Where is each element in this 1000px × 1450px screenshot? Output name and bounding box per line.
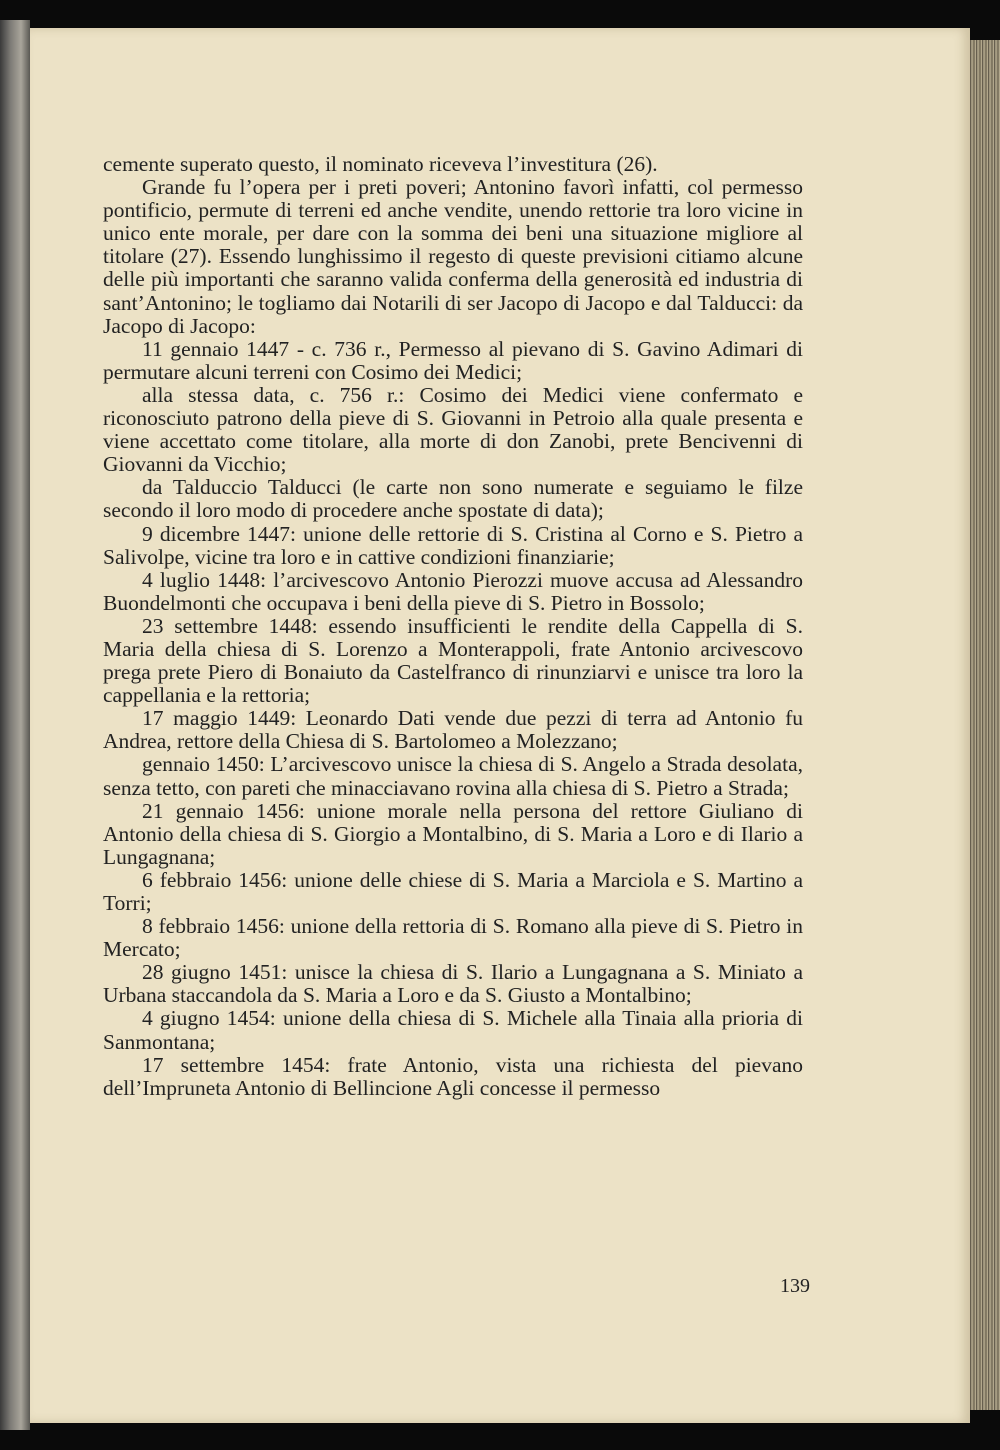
body-text: [103, 153, 803, 1100]
paragraph: 4 luglio 1448: l’arcivescovo Antonio Pierozzi muove accusa ad Alessandro Buondelmonti che occupava i beni della pieve di S. Pietro in Bossolo;: [103, 567, 803, 615]
paragraph: 28 giugno 1451: unisce la chiesa di S. Ilario a Lungagnana a S. Miniato a Urbana staccandola da S. Maria a Loro e da S. Giusto a Montalbino;: [103, 960, 803, 1008]
paragraph: 23 settembre 1448: essendo insufficienti le rendite della Cappella di S. Maria della chiesa di S. Lorenzo a Monterappoli, frate Antonio arcivescovo prega prete Piero di Bonaiuto da Castelfranco di rinunziarvi e unisce tra loro la cappellania e la rettoria;: [103, 613, 803, 708]
book-page-stack-edge: [968, 40, 1000, 1410]
paragraph: 9 dicembre 1447: unione delle rettorie di S. Cristina al Corno e S. Pietro a Salivolpe, vicine tra loro e in cattive condizioni finanziarie;: [103, 521, 803, 569]
paragraph: cemente superato questo, il nominato riceveva l’investitura (26).: [103, 152, 658, 176]
book-spine-left-edge: [0, 20, 30, 1430]
paragraph: alla stessa data, c. 756 r.: Cosimo dei Medici viene confermato e riconosciuto patrono della pieve di S. Giovanni in Petroio alla quale presenta e viene accettato come titolare, alla morte di don Zanobi, prete Bencivenni di Giovanni da Vicchio;: [103, 382, 803, 477]
paragraph: 6 febbraio 1456: unione delle chiese di S. Maria a Marciola e S. Martino a Torri;: [103, 867, 803, 915]
paragraph: 11 gennaio 1447 - c. 736 r., Permesso al pievano di S. Gavino Adimari di permutare alcuni terreni con Cosimo dei Medici;: [103, 336, 803, 384]
paragraph: 8 febbraio 1456: unione della rettoria di S. Romano alla pieve di S. Pietro in Mercato;: [103, 914, 803, 962]
paragraph: gennaio 1450: L’arcivescovo unisce la chiesa di S. Angelo a Strada desolata, senza tetto, con pareti che minacciavano rovina alla chiesa di S. Pietro a Strada;: [103, 752, 803, 800]
paragraph: 4 giugno 1454: unione della chiesa di S. Michele alla Tinaia alla prioria di Sanmontana;: [103, 1006, 803, 1054]
paragraph: da Talduccio Talducci (le carte non sono numerate e seguiamo le filze secondo il loro modo di procedere anche spostate di data);: [103, 475, 803, 523]
paragraph: 21 gennaio 1456: unione morale nella persona del rettore Giuliano di Antonio della chiesa di S. Giorgio a Montalbino, di S. Maria a Loro e di Ilario a Lungagnana;: [103, 798, 803, 869]
paragraph: Grande fu l’opera per i preti poveri; Antonino favorì infatti, col permesso pontificio, permute di terreni ed anche vendite, unendo rettorie tra loro vicine in unico ente morale, per dare con la somma dei beni una situazione migliore al titolare (27). Essendo lunghissimo il regesto di queste previsioni citiamo alcune delle più importanti che saranno valida conferma della generosità ed industria di sant’Antonino; le togliamo dai Notarili di ser Jacopo di Jacopo e dal Talducci: da Jacopo di Jacopo:: [103, 175, 803, 338]
paragraph: 17 maggio 1449: Leonardo Dati vende due pezzi di terra ad Antonio fu Andrea, rettore della Chiesa di S. Bartolomeo a Molezzano;: [103, 706, 803, 754]
page-number: 139: [780, 1275, 810, 1297]
paragraph: 17 settembre 1454: frate Antonio, vista una richiesta del pievano dell’Impruneta Antonio di Bellincione Agli concesse il permesso: [103, 1052, 803, 1100]
